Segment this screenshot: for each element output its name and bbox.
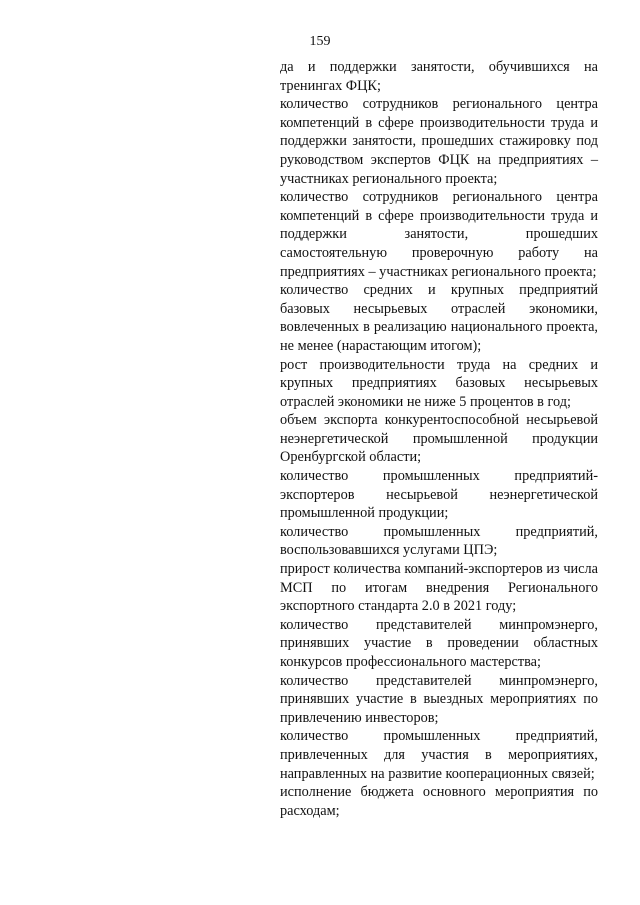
paragraph: количество сотрудников регионального центра компетенций в сфере производительности труда и поддержки занятости, прошедших самостоятельную проверочную работу на предприятиях – участниках регионального проекта; xyxy=(280,189,598,280)
page-number: 159 xyxy=(309,34,331,49)
paragraph: исполнение бюджета основного мероприятия по расходам; xyxy=(280,784,598,819)
paragraph: количество средних и крупных предприятий базовых несырьевых отраслей экономики, вовлеченных в реализацию национального проекта, не менее (нарастающим итогом); xyxy=(280,282,598,354)
body-text xyxy=(280,58,598,820)
paragraph: рост производительности труда на средних и крупных предприятиях базовых несырьевых отраслей экономики не ниже 5 процентов в год; xyxy=(280,356,598,410)
paragraph: количество сотрудников регионального центра компетенций в сфере производительности труда и поддержки занятости, прошедших стажировку под руководством экспертов ФЦК на предприятиях – участниках регионального проекта; xyxy=(280,96,598,187)
paragraph: да и поддержки занятости, обучившихся на тренингах ФЦК; xyxy=(280,59,598,94)
paragraph: количество представителей минпромэнерго, принявших участие в проведении областных конкурсов профессионального мастерства; xyxy=(280,616,598,670)
paragraph: объем экспорта конкурентоспособной несырьевой неэнергетической промышленной продукции Оренбургской области; xyxy=(280,412,598,466)
paragraph: количество промышленных предприятий, воспользовавшихся услугами ЦПЭ; xyxy=(280,523,598,559)
paragraph: прирост количества компаний-экспортеров из числа МСП по итогам внедрения Регионального экспортного стандарта 2.0 в 2021 году; xyxy=(280,561,598,615)
paragraph: количество представителей минпромэнерго, принявших участие в выездных мероприятиях по привлечению инвесторов; xyxy=(280,672,598,726)
paragraph: количество промышленных предприятий-экспортеров несырьевой неэнергетической промышленной продукции; xyxy=(280,468,598,522)
paragraph: количество промышленных предприятий, привлеченных для участия в мероприятиях, направленных на развитие кооперационных связей; xyxy=(280,728,598,782)
